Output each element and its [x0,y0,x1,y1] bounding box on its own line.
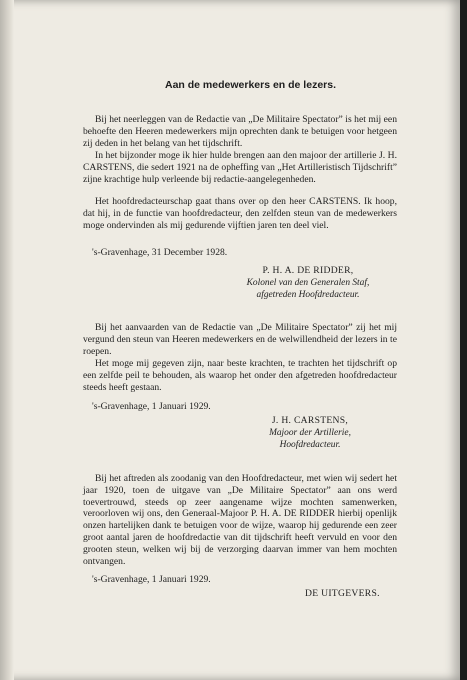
letter2-signature-name: J. H. CARSTENS, [271,415,349,426]
letter2-signature-title-1: Majoor der Artillerie, [269,428,351,438]
letter1-paragraph-1: Bij het neerleggen van de Redactie van „De Militaire Spectator” is het mij een behoefte den Heeren medewerkers mijn oprechten dank te betuigen voor hetgeen zij deden in het belang van het tijdschrift. [83,114,397,149]
letter1-signature-name: P. H. A. DE RIDDER, [262,265,354,276]
letter2-paragraph-2: Het moge mij gegeven zijn, naar beste krachten, te trachten het tijdschrift op een zelfde peil te behouden, als waarop het onder den afgetreden hoofdredacteur steeds heeft gestaan. [83,358,397,393]
letter3-place-date: 's-Gravenhage, 1 Januari 1929. [92,574,211,585]
letter1-signature [228,265,388,301]
page-heading: Aan de medewerkers en de lezers. [165,79,336,91]
letter2-place-date: 's-Gravenhage, 1 Januari 1929. [92,401,211,412]
letter3-signature-name: DE UITGEVERS. [305,588,380,599]
letter1-paragraph-2: In het bijzonder moge ik hier hulde brengen aan den majoor der artillerie J. H. CARSTENS, die sedert 1921 na de opheffing van „Het Artilleristisch Tijdschrift” zijne krachtige hulp verleende bij redactie-aangelegenheden. [83,150,397,185]
letter1-signature-title-2: afgetreden Hoofdredacteur. [256,290,360,300]
page-binding-shadow [0,0,14,680]
letter3-paragraph-1: Bij het aftreden als zoodanig van den Hoofdredacteur, met wien wij sedert het jaar 1920, toen de uitgave van „De Militaire Spectator” aan ons werd toevertrouwd, steeds op zeer aangename wijze mochten samenwerken, veroorloven wij ons, den Generaal-Majoor P. H. A. DE RIDDER hierbij openlijk onzen hartelijken dank te betuigen voor de wijze, waarop hij gedurende een zeer groot aantal jaren de hoofdredactie van dit tijdschrift heeft vervuld en voor den grooten steun, welken wij bij de verzorging daarvan immer van hem mochten ontvangen. [83,473,397,567]
letter2-paragraph-1: Bij het aanvaarden van de Redactie van „De Militaire Spectator” zij het mij vergund den steun van Heeren medewerkers en de welwillendheid der lezers in te roepen. [83,322,397,357]
page-right-edge [460,0,467,680]
letter1-paragraph-3: Het hoofdredacteurschap gaat thans over op den heer CARSTENS. Ik hoop, dat hij, in de functie van hoofdredacteur, den zelfden steun van de medewerkers moge ondervinden als mij gedurende vijftien jaren ten deel viel. [83,196,397,231]
letter2-signature [245,415,375,451]
letter1-place-date: 's-Gravenhage, 31 December 1928. [92,247,228,258]
letter2-signature-title-2: Hoofdredacteur. [279,440,341,450]
letter1-signature-title-1: Kolonel van den Generalen Staf, [246,278,370,288]
